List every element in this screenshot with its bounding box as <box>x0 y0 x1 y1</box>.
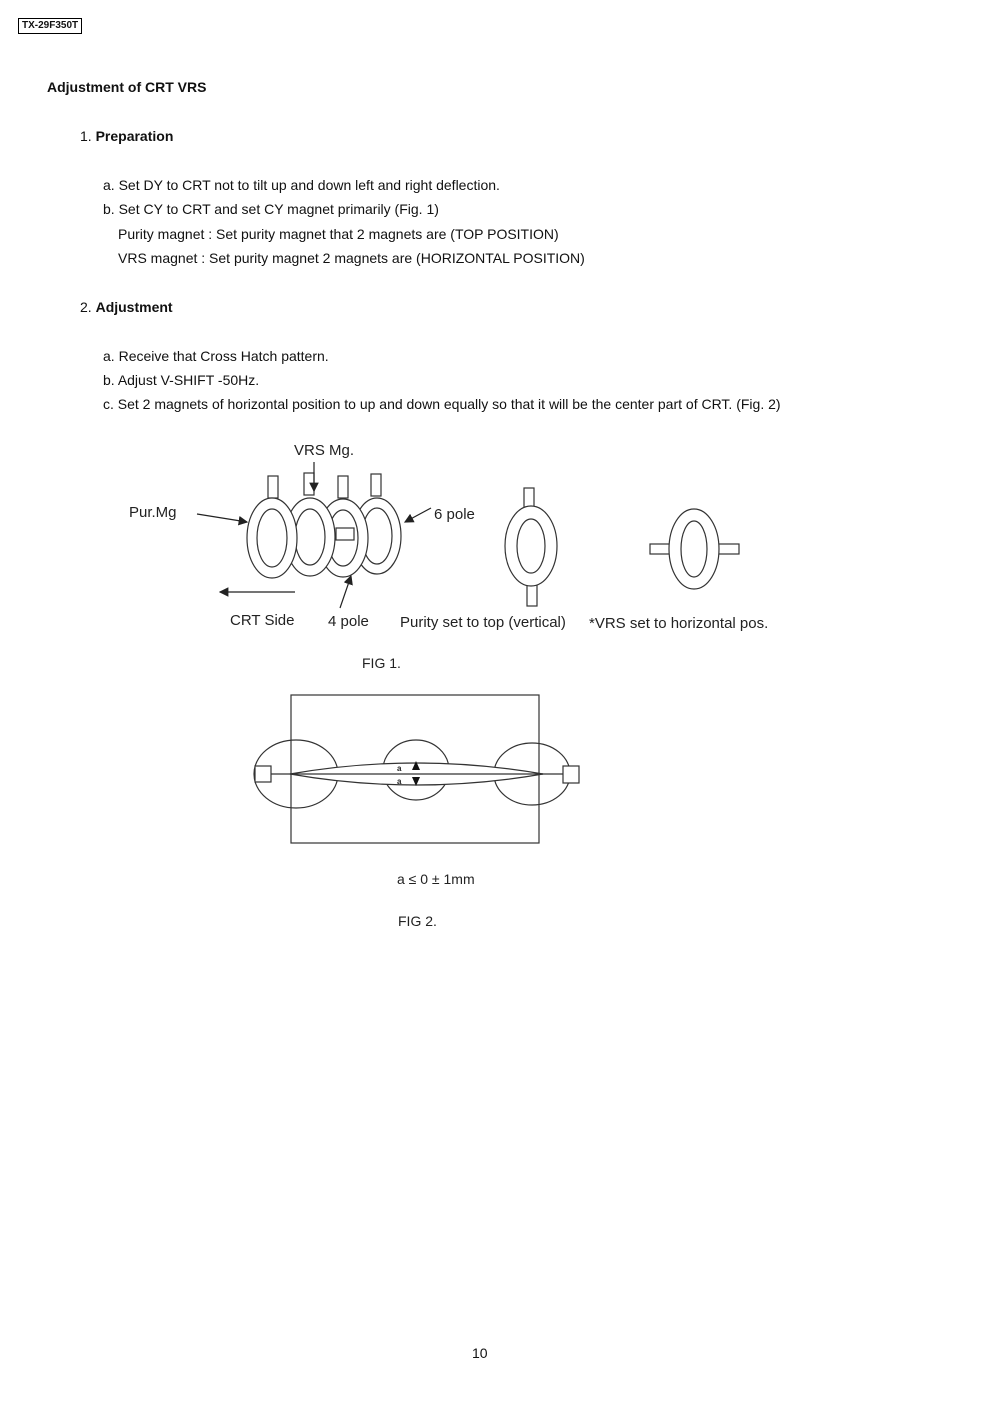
fig1-label-4-pole: 4 pole <box>328 613 369 630</box>
ring-tab <box>336 528 354 540</box>
item-marker: c. <box>103 396 114 412</box>
arrow <box>405 508 431 522</box>
item-marker: a. <box>103 348 115 364</box>
item-marker: b. <box>103 201 115 217</box>
fig1-label-vrs-mg: VRS Mg. <box>294 442 355 459</box>
sub-item: Purity magnet : Set purity magnet that 2 magnets are (TOP POSITION) <box>118 226 559 242</box>
sub-item: VRS magnet : Set purity magnet 2 magnets are (HORIZONTAL POSITION) <box>118 250 585 266</box>
fig1-label-crt-side: CRT Side <box>230 612 295 629</box>
arrow <box>340 576 351 608</box>
page-number: 10 <box>472 1345 488 1361</box>
fig1-diagram <box>0 0 992 700</box>
section-number: 2. <box>80 299 92 315</box>
ring-1 <box>247 498 297 578</box>
item-text: Adjust V-SHIFT -50Hz. <box>117 372 260 388</box>
end-tab-left <box>255 766 271 782</box>
page-title: Adjustment of CRT VRS <box>47 79 207 95</box>
end-tab-right <box>563 766 579 783</box>
fig2-label-a-bottom: a <box>397 777 402 786</box>
fig2-formula: a ≤ 0 ± 1mm <box>397 871 475 887</box>
vrs-magnet-horizontal <box>650 509 739 589</box>
fig1-label-vrs-horizontal: *VRS set to horizontal pos. <box>589 615 769 632</box>
fig1-label-pur-mg: Pur.Mg <box>129 504 177 521</box>
item-marker: a. <box>103 177 115 193</box>
fig1-label-6-pole: 6 pole <box>434 506 475 523</box>
fig1-caption: FIG 1. <box>362 655 401 671</box>
item-marker: b. <box>103 372 115 388</box>
item-text: Set 2 magnets of horizontal position to up and down equally so that it will be the center part of CRT. (Fig. 2) <box>117 396 781 412</box>
fig1-label-purity-top: Purity set to top (vertical) <box>400 614 566 631</box>
fig2-diagram <box>0 680 992 940</box>
item-text: Set CY to CRT and set CY magnet primarily (Fig. 1) <box>118 201 439 217</box>
section-label: Adjustment <box>95 299 173 315</box>
arrow <box>197 514 247 522</box>
section-number: 1. <box>80 128 92 144</box>
item-text: Receive that Cross Hatch pattern. <box>118 348 329 364</box>
purity-magnet-vertical <box>505 488 557 606</box>
section-label: Preparation <box>95 128 174 144</box>
item-text: Set DY to CRT not to tilt up and down left and right deflection. <box>118 177 500 193</box>
model-tag: TX-29F350T <box>18 18 82 34</box>
fig2-caption: FIG 2. <box>398 913 437 929</box>
fig2-label-a-top: a <box>397 764 402 773</box>
